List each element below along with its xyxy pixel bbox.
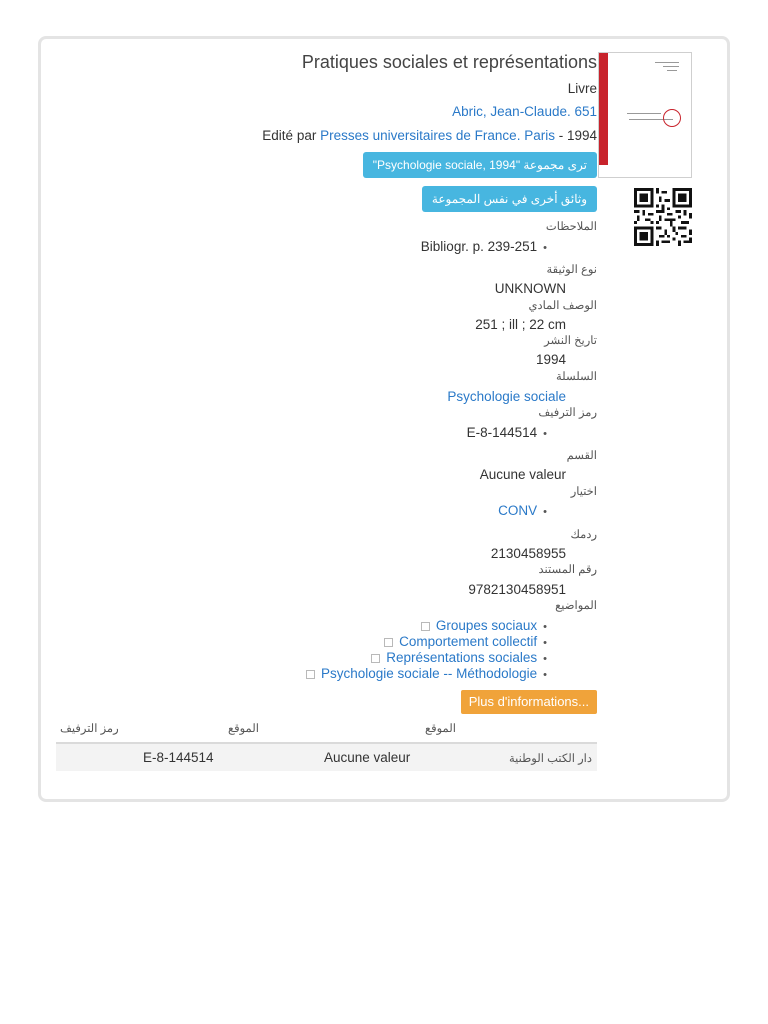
pubdate-label: تاريخ النشر [544,335,597,347]
column-header-callnum: رمز الترفيف [60,723,119,735]
subject-item[interactable] [384,634,547,649]
author-link[interactable]: Abric, Jean-Claude. 651 [452,104,597,119]
choice-label: اختيار [570,486,597,498]
more-info-button[interactable]: Plus d'informations... [461,690,597,714]
column-header-location: الموقع [228,723,259,735]
series-label: السلسلة [556,371,597,383]
publisher-link[interactable]: Presses universitaires de France. Paris [320,128,555,143]
publisher-line [262,128,597,143]
record-title: Pratiques sociales et représentations [301,52,597,72]
callnum-value: E-8-144514 • [467,425,547,440]
publisher-prefix: Edité par [262,128,317,143]
see-collection-button[interactable]: ترى مجموعة "Psychologie sociale, 1994" [363,152,597,178]
library-cell: دار الكتب الوطنية [509,753,592,765]
subject-link[interactable]: Représentations sociales [386,650,538,665]
isbn-value: 2130458955 [490,546,566,561]
notes-value: Bibliogr. p. 239-251 • [421,239,547,254]
subject-link[interactable]: Groupes sociaux [435,618,538,633]
doctype-label: نوع الوثيقة [546,264,597,276]
doctype-value: UNKNOWN [494,281,566,296]
cover-spine [599,53,608,165]
table-row [56,744,597,771]
subject-item[interactable] [306,666,547,681]
docnum-value: 9782130458951 [468,582,566,597]
pubdate-value: 1994 [535,352,566,367]
column-header-location: الموقع [425,723,456,735]
subject-checkbox-icon [421,622,430,631]
subject-link[interactable]: Comportement collectif [399,634,538,649]
physdesc-value: 251 ; ill ; 22 cm [475,317,566,332]
isbn-label: ردمك [570,529,597,541]
notes-label: الملاحظات [545,221,597,233]
qr-code-icon [633,188,693,246]
section-value: Aucune valeur [479,467,566,482]
series-link[interactable]: Psychologie sociale [447,389,566,404]
callnum-label: رمز الترفيف [538,407,597,419]
subject-link[interactable]: Psychologie sociale -- Méthodologie [321,666,538,681]
subject-checkbox-icon [371,654,380,663]
subject-item[interactable] [421,618,547,633]
subject-item[interactable] [371,650,547,665]
location-cell: Aucune valeur [324,750,411,765]
choice-link[interactable]: CONV • [498,503,547,518]
subject-checkbox-icon [384,638,393,647]
docnum-label: رقم المستند [538,564,597,576]
subject-checkbox-icon [306,670,315,679]
document-type: Livre [567,81,597,96]
callnum-cell: E-8-144514 [143,750,214,765]
section-label: القسم [566,450,597,462]
publisher-year: - 1994 [558,128,597,143]
physdesc-label: الوصف المادي [528,300,597,312]
other-docs-collection-button[interactable]: وثائق أخرى في نفس المجموعة [422,186,597,212]
book-cover-image[interactable] [598,52,692,178]
subjects-label: المواضيع [555,600,597,612]
